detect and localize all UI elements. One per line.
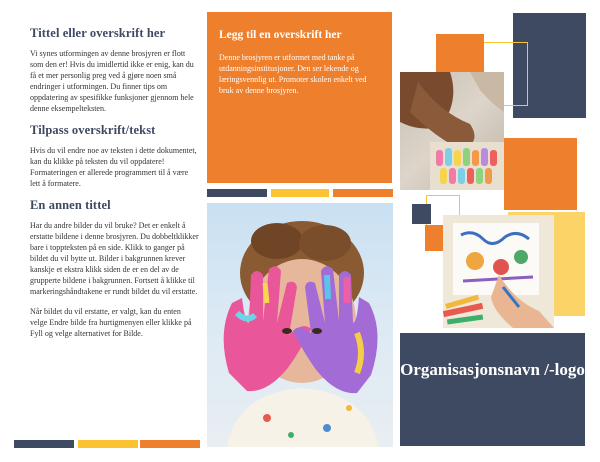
middle-bar-orange bbox=[333, 189, 393, 197]
organization-name: Organisasjonsnavn /-logo bbox=[400, 360, 585, 379]
middle-bar-navy bbox=[207, 189, 267, 197]
organization-logo-box bbox=[400, 333, 585, 446]
left-bar-navy bbox=[14, 440, 74, 448]
images-paragraph: Har du andre bilder du vil bruke? Det er enkelt å erstatte bildene i denne brosjyren. Du dobbeltklikker bare i toppteksten på en side. Klikk to ganger på bildet du vil bytte ut. Bilder i bakgrunnen krever kanskje et ekstra klikk siden de er en del av de grupperte bildene i bakgrunnen. Fortsett å klikke til markeringshåndtakene er rundt bildet du vil erstatte. bbox=[30, 221, 199, 296]
left-bar-yellow bbox=[78, 440, 138, 448]
child-painted-hands-photo bbox=[207, 203, 393, 447]
collage-orange-square-middle bbox=[504, 138, 577, 210]
panel-title: Legg til en overskrift her bbox=[219, 29, 342, 41]
left-bar-orange bbox=[140, 440, 200, 448]
collage-navy-square-small bbox=[412, 204, 431, 224]
replace-paragraph: Når bildet du vil erstatte, er valgt, kan du enten velge Endre bilde fra hurtigmenyen eller klikke på Fyll og velge alternativet for Bilde. bbox=[30, 307, 192, 338]
panel-text: Denne brosjyren er utformet med tanke på utdanningsinstitusjoner. Den ser lekende og læringsvennlig ut. Promoter skolen enkelt ved bruk av denne brosjyren. bbox=[219, 53, 367, 95]
customize-paragraph: Hvis du vil endre noe av teksten i dette dokumentet, kan du klikke på teksten du vil oppdatere! Formateringen er allerede programmert til å være lett å formatere. bbox=[30, 146, 197, 188]
heading-customize: Tilpass overskrift/tekst bbox=[30, 123, 156, 137]
child-illustration bbox=[207, 203, 393, 447]
intro-paragraph: Vi synes utformingen av denne brosjyren er flott som den er! Hvis du imidlertid ikke er enig, kan du få et mer personlig preg ved å gjøre noen små endringer i utformingen. Du finner tips om oppdatering av spesifikke funksjoner gjennom hele denne eksempelteksten. bbox=[30, 49, 194, 113]
drawing-illustration bbox=[443, 215, 554, 328]
chalk-illustration bbox=[400, 72, 504, 190]
headline-panel bbox=[207, 12, 392, 183]
heading-another: En annen tittel bbox=[30, 198, 111, 212]
middle-bar-yellow bbox=[271, 189, 329, 197]
left-column bbox=[30, 26, 200, 348]
drawing-photo bbox=[443, 215, 554, 328]
heading-title: Tittel eller overskrift her bbox=[30, 26, 166, 40]
chalk-photo bbox=[400, 72, 504, 190]
